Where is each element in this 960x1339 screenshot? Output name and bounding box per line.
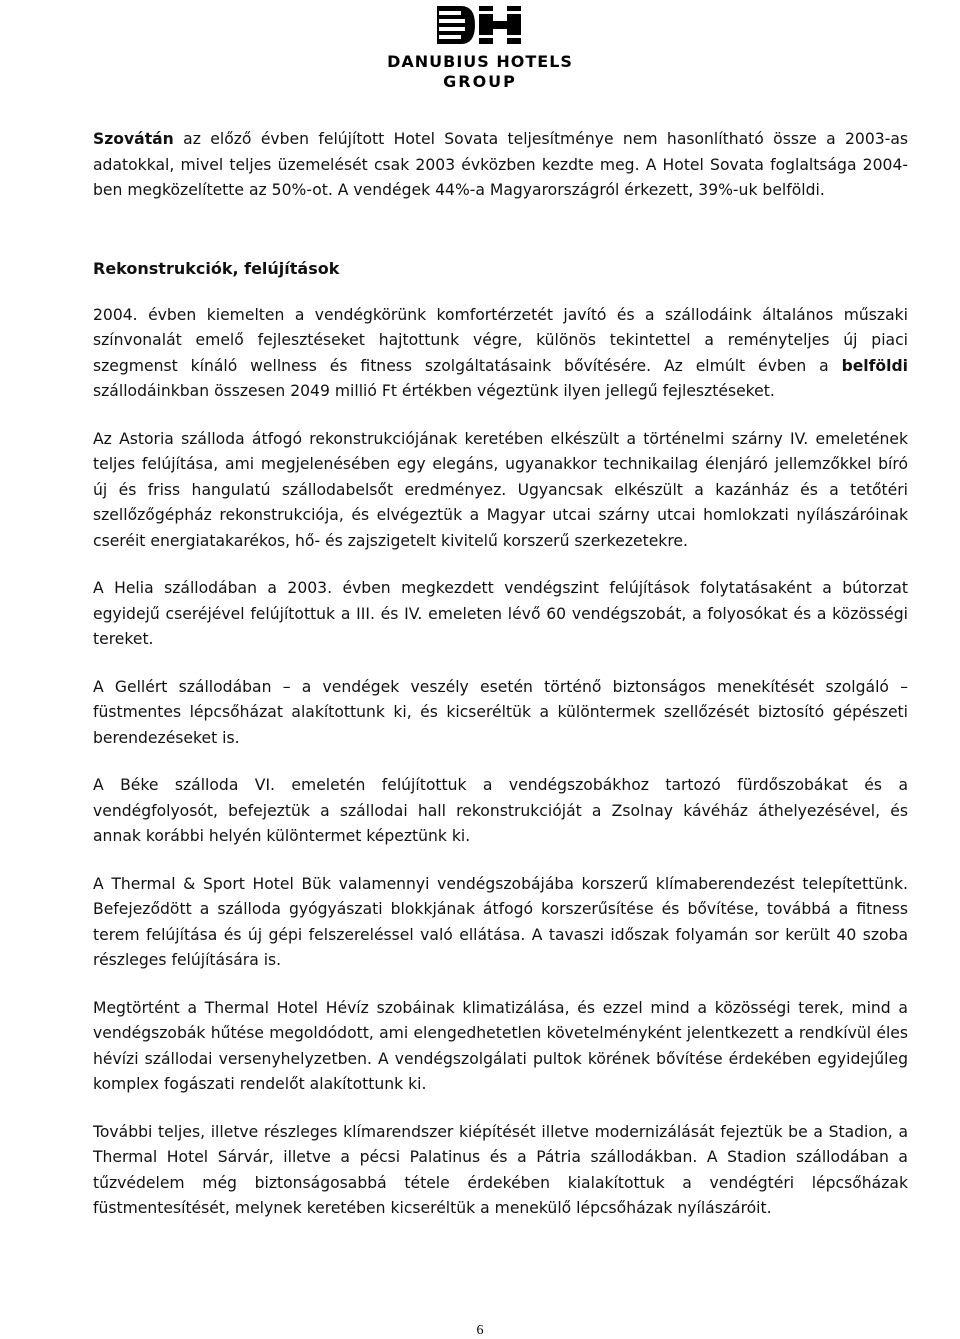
paragraph-heviz: Megtörtént a Thermal Hotel Hévíz szobáinak klimatizálása, és ezzel mind a közösségi terek, mind a vendégszobák hűtése megoldódott, ami elengedhetetlen követelményként jelentkezett a rendkívül éles hévízi szállodai versenyhelyzetben. A vendégszolgálati pultok körének bővítése érdekében egyidejűleg komplex fogászati rendelőt alakítottunk ki. bbox=[93, 998, 908, 1093]
paragraph-helia: A Helia szállodában a 2003. évben megkezdett vendégszint felújítások folytatásaként a bútorzat egyidejű cseréjével felújítottuk a III. és IV. emeleten lévő 60 vendégszobát, a folyosókat és a közösségi tereket. bbox=[93, 579, 908, 648]
paragraph-overview bbox=[93, 303, 908, 405]
section-heading: Rekonstrukciók, felújítások bbox=[93, 258, 340, 278]
page-number: 6 bbox=[476, 1323, 484, 1338]
paragraph-klima: További teljes, illetve részleges klímarendszer kiépítését illetve modernizálását fejeztük be a Stadion, a Thermal Hotel Sárvár, illetve a pécsi Palatinus és a Pátria szállodákban. A Stadion szállodában a tűzvédelem még biztonságosabbá tétele érdekében kialakítottuk a vendégtéri lépcsőházak füstmentesítését, melynek keretében kicseréltük a menekülő lépcsőházak nyílászáróit. bbox=[93, 1122, 908, 1217]
paragraph-buk: A Thermal & Sport Hotel Bük valamennyi vendégszobájába korszerű klímaberendezést telepítettünk. Befejeződött a szálloda gyógyászati blokkjának átfogó korszerűsítése és bővítése, továbbá a fitness terem felújítása és új gépi felszereléssel való ellátása. A tavaszi időszak folyamán sor került 40 szoba részleges felújítására is. bbox=[93, 874, 908, 969]
logo-text-line1: DANUBIUS HOTELS bbox=[387, 52, 573, 71]
paragraph-gellert: A Gellért szállodában – a vendégek veszély esetén történő biztonságos menekítését szolgáló – füstmentes lépcsőházat alakítottunk ki, és kicseréltük a különtermek szellőzését biztosító gépészeti berendezéseket is. bbox=[93, 677, 908, 747]
dh-monogram-icon bbox=[435, 2, 525, 48]
overview-text-before: 2004. évben kiemelten a vendégkörünk komfortérzetét javító és a szállodáink általános műszaki színvonalát emelő fejlesztéseket hajtottunk végre, különös tekintettel a reményteljes új piaci szegmenst kínáló wellness és fitness szolgáltatásaink bővítésére. Az elmúlt évben a bbox=[93, 305, 908, 375]
intro-text: az előző évben felújított Hotel Sovata teljesítménye nem hasonlítható össze a 2003-as adatokkal, mivel teljes üzemelését csak 2003 évközben kezdte meg. A Hotel Sovata foglaltsága 2004-ben megközelítette az 50%-ot. A vendégek 44%-a Magyarországról érkezett, 39%-uk belföldi. bbox=[93, 130, 908, 199]
intro-paragraph bbox=[93, 127, 908, 204]
paragraph-astoria: Az Astoria szálloda átfogó rekonstrukciójának keretében elkészült a történelmi szárny IV. emeletének teljes felújítása, ami megjelenésében egy elegáns, ugyanakkor technikailag élenjáró jellemzőkkel bíró új és friss hangulatú szállodabelsőt eredményez. Ugyancsak elkészült a kazánház és a tetőtéri szellőzőgépház rekonstrukciója, és elvégeztük a Magyar utcai szárny utcai homlokzati nyílászáróinak cseréit energiatakarékos, hő- és zajszigetelt kivitelű korszerű szerkezetekre. bbox=[93, 429, 908, 550]
danubius-logo bbox=[358, 2, 602, 94]
logo-text-line2: GROUP bbox=[443, 72, 517, 91]
intro-lead: Szovátán bbox=[93, 130, 174, 148]
overview-text-after: szállodáinkban összesen 2049 millió Ft értékben végeztünk ilyen jellegű fejlesztéseket. bbox=[93, 382, 775, 400]
document-body bbox=[93, 127, 908, 1244]
paragraph-beke: A Béke szálloda VI. emeletén felújítottuk a vendégszobákhoz tartozó fürdőszobákat és a vendégfolyosót, befejeztük a szállodai hall rekonstrukcióját a Zsolnay kávéház áthelyezésével, és annak korábbi helyén különtermet képeztünk ki. bbox=[93, 776, 908, 845]
overview-bold-word: belföldi bbox=[841, 356, 908, 375]
